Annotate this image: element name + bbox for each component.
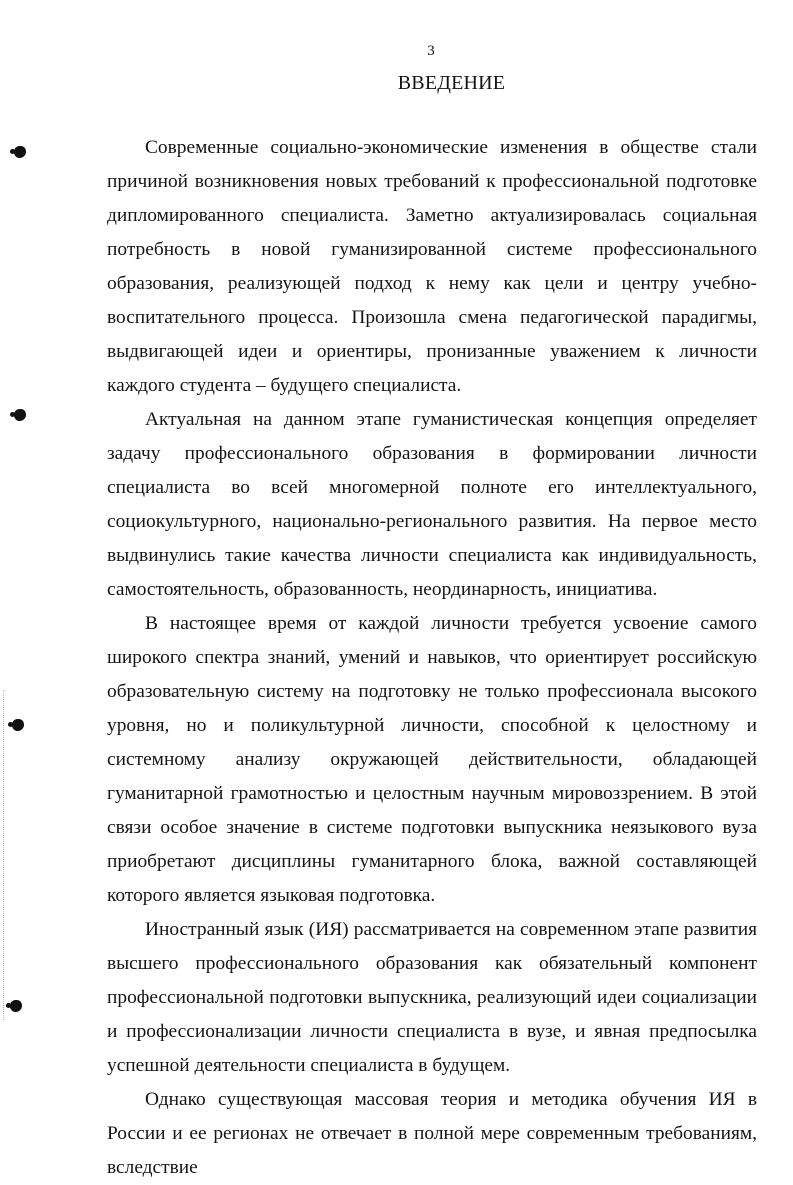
page-number: 3: [427, 43, 435, 59]
paragraph: Актуальная на данном этапе гуманистическая концепция определяет задачу профессионального образования в формировании личности специалиста во всей многомерной полноте его интеллектуального, социокультурного, национально-регионального развития. На первое место выдвинулись такие качества личности специалиста как индивидуальность, самостоятельность, образованность, неординарность, инициатива.: [107, 409, 757, 600]
section-heading: ВВЕДЕНИЕ: [397, 72, 506, 94]
binding-hole-mark: [14, 409, 26, 421]
paragraph: В настоящее время от каждой личности требуется усвоение самого широкого спектра знаний, умений и навыков, что ориентирует российскую образовательную систему на подготовку не только профессионала высокого уровня, но и поликультурной личности, способной к целостному и системному анализу окружающей действительности, обладающей гуманитарной грамотностью и целостным научным мировоззрением. В этой связи особое значение в системе подготовки выпускника неязыкового вуза приобретают дисциплины гуманитарного блока, важной составляющей которого является языковая подготовка.: [107, 613, 757, 906]
binding-hole-mark: [10, 1000, 22, 1012]
binding-hole-mark: [12, 719, 24, 731]
body-text: [107, 131, 757, 1185]
paragraph: Иностранный язык (ИЯ) рассматривается на современном этапе развития высшего профессионального образования как обязательный компонент профессиональной подготовки выпускника, реализующий идеи социализации и профессионализации личности специалиста в вузе, и явная предпосылка успешной деятельности специалиста в будущем.: [107, 919, 757, 1076]
paragraph: Современные социально-экономические изменения в обществе стали причиной возникновения новых требований к профессиональной подготовке дипломированного специалиста. Заметно актуализировалась социальная потребность в новой гуманизированной системе профессионального образования, реализующей подход к нему как цели и центру учебно-воспитательного процесса. Произошла смена педагогической парадигмы, выдвигающей идеи и ориентиры, пронизанные уважением к личности каждого студента – будущего специалиста.: [107, 137, 757, 396]
margin-scan-specks: [3, 690, 6, 1020]
binding-hole-mark: [14, 146, 26, 158]
paragraph: Однако существующая массовая теория и методика обучения ИЯ в России и ее регионах не отвечает в полной мере современным требованиям, вследствие: [107, 1089, 757, 1178]
